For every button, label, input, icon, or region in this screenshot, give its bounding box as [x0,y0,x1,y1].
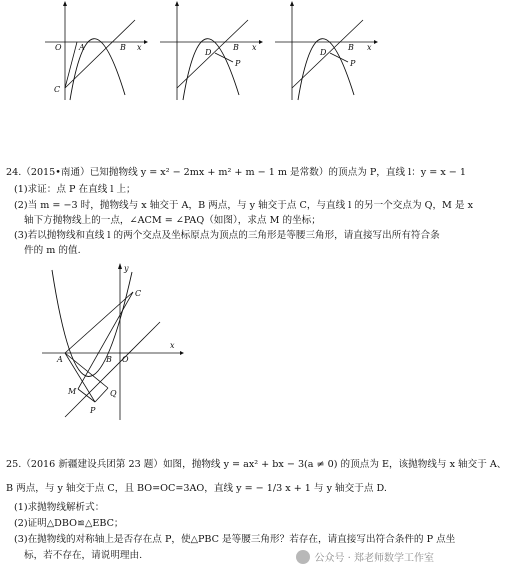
figure-2-graph [155,0,265,100]
label-B: B [233,43,239,52]
figure-3-graph [270,0,380,100]
q24-part1: (1)求证：点 P 在直线 l 上； [14,184,136,195]
label-O: O [122,355,129,364]
label-B: B [348,43,354,52]
label-A: A [79,43,85,52]
label-B: B [120,43,126,52]
q24-part3-line1: (3)若以抛物线和直线 l 的两个交点及坐标原点为顶点的三角形是等腰三角形，请直接写出所有符合条 [14,230,440,241]
figure-q24-graph [40,262,190,422]
q25-stem-line2: B 两点，与 y 轴交于点 C，且 BO=OC=3AO，直线 y = − 1/3 x + 1 与 y 轴交于点 D. [6,483,387,494]
label-x: x [252,43,257,52]
figure-q24 [40,262,190,422]
label-D: D [320,48,327,57]
q24-part2-line1: (2)当 m = −3 时，抛物线与 x 轴交于 A，B 两点，与 y 轴交于点 C，与直线 l 的另一个交点为 Q，M 是 x [14,200,473,211]
label-x: x [137,43,142,52]
label-x: x [367,43,372,52]
q25-stem-line1: 25.（2016 新疆建设兵团第 23 题）如图，抛物线 y = ax² + bx − 3(a ≠ 0) 的顶点为 E，该抛物线与 x 轴交于 A、 [6,459,506,470]
q24-part3-line2: 件的 m 的值. [24,245,81,256]
watermark [296,549,434,564]
label-P: P [350,59,356,68]
label-y: y [124,264,129,273]
label-P: P [90,406,96,415]
figure-3 [270,0,380,100]
label-D: D [205,48,212,57]
label-M: M [68,387,77,396]
label-B: B [106,355,112,364]
label-C: C [135,289,142,298]
figure-1-graph [40,0,150,100]
label-P: P [235,59,241,68]
q25-part1: (1)求抛物线解析式： [14,502,105,513]
watermark-text: 公众号 · 郑老师数学工作室 [314,553,434,564]
label-A: A [57,355,63,364]
label-x: x [170,341,175,350]
q24-stem: 24.（2015•南通）已知抛物线 y = x² − 2mx + m² + m − 1 m 是常数）的顶点为 P，直线 l：y = x − 1 [6,167,466,178]
wechat-icon [296,550,310,564]
q25-part2: (2)证明△DBO≌△EBC； [14,518,124,529]
q25-part3-line1: (3)在抛物线的对称轴上是否存在点 P，使△PBC 是等腰三角形？若存在，请直接写出符合条件的 P 点坐 [14,534,456,545]
q24-part2-line2: 轴下方抛物线上的一点，∠ACM = ∠PAQ（如图），求点 M 的坐标； [24,215,321,226]
label-C: C [54,85,61,94]
figure-2 [155,0,265,100]
label-O: O [55,43,62,52]
label-Q: Q [110,389,117,398]
q25-part3-line2: 标，若不存在，请说明理由. [24,550,143,561]
figure-1 [40,0,150,100]
